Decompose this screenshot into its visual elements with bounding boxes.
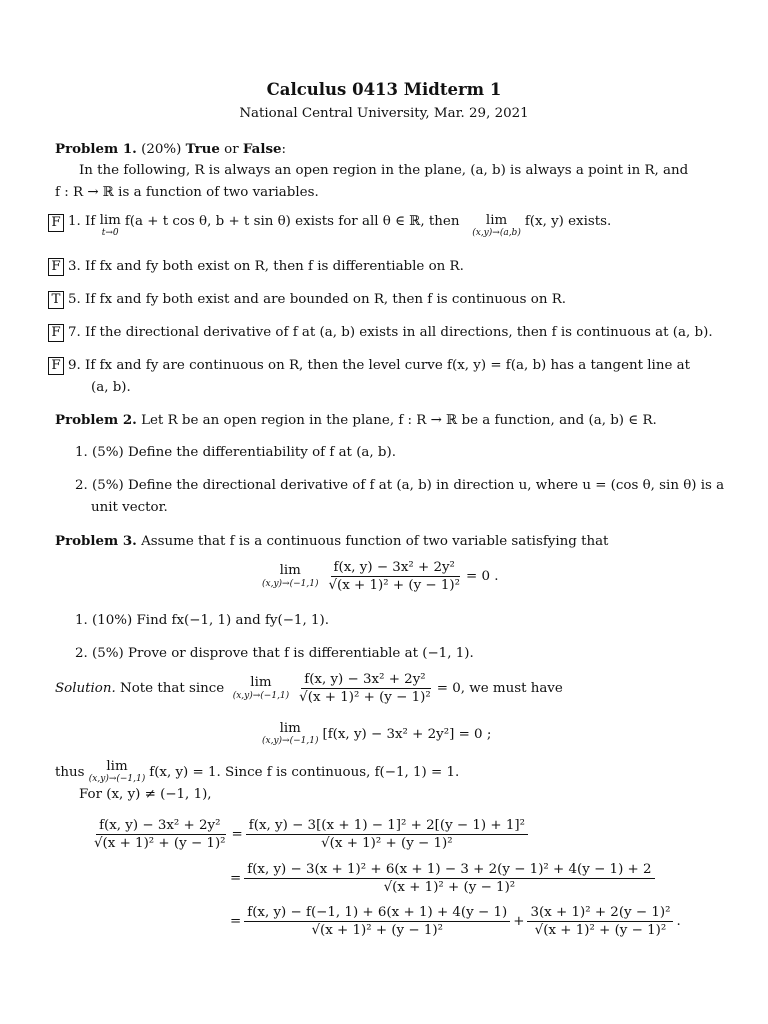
problem2-item-2-cont: unit vector. bbox=[91, 500, 168, 515]
limit-subscript: (x,y)→(−1,1) bbox=[232, 690, 290, 701]
radicand: (x + 1)² + (y − 1)² bbox=[102, 836, 226, 851]
answer-box: F bbox=[48, 324, 64, 342]
problem1-intro-line1: In the following, R is always an open region in the plane, (a, b) is always a point in R, and bbox=[79, 163, 689, 178]
solution-text-a: Note that since bbox=[120, 681, 225, 696]
problem1-weight: (20%) bbox=[141, 142, 182, 157]
item-text: If fx and fy are continuous on R, then the level curve f(x, y) = f(a, b) has a tangent line at bbox=[85, 358, 690, 373]
limit-subscript: t→0 bbox=[101, 228, 119, 239]
numerator: f(x, y) − 3[(x + 1) − 1]² + 2[(y − 1) + 1]² bbox=[246, 818, 528, 835]
period: . bbox=[676, 914, 681, 929]
limit-xy bbox=[262, 722, 318, 746]
item-text: (5%) Define the directional derivative of f at (a, b) in direction u, where u = (cos θ, sin θ) is a bbox=[92, 478, 725, 493]
problem1-header bbox=[55, 141, 286, 157]
limit-label: lim bbox=[485, 213, 508, 228]
item-text-b: f(a + t cos θ, b + t sin θ) exists for all θ ∈ ℝ, then bbox=[124, 214, 460, 229]
chain-line-3 bbox=[230, 905, 681, 938]
limit-label: lim bbox=[99, 213, 121, 228]
numerator: f(x, y) − 3(x + 1)² + 6(x + 1) − 3 + 2(y − 1)² + 4(y − 1) + 2 bbox=[244, 862, 654, 879]
problem3-item-2 bbox=[75, 646, 474, 661]
item-number: 1. bbox=[75, 613, 88, 628]
answer-box: F bbox=[48, 258, 64, 276]
page-subtitle: National Central University, Mar. 29, 2021 bbox=[239, 106, 529, 121]
item-number: 2. bbox=[75, 478, 88, 493]
thus-rest: f(x, y) = 1. Since f is continuous, f(−1, 1) = 1. bbox=[149, 764, 460, 780]
problem3-item-1 bbox=[75, 613, 329, 628]
denominator: √(x + 1)² + (y − 1)² bbox=[328, 578, 461, 593]
problem1-false-word: False bbox=[242, 141, 282, 157]
numerator: f(x, y) − 3x² + 2y² bbox=[331, 560, 458, 577]
page-title: Calculus 0413 Midterm 1 bbox=[266, 80, 502, 99]
solution-line1 bbox=[55, 672, 563, 705]
solution-for-line: For (x, y) ≠ (−1, 1), bbox=[79, 787, 212, 802]
problem1-colon: : bbox=[281, 142, 287, 157]
fraction bbox=[246, 818, 528, 851]
item-number: 3. bbox=[68, 259, 81, 274]
problem3-heading: Problem 3. bbox=[55, 533, 137, 549]
radicand: (x + 1)² + (y − 1)² bbox=[337, 578, 461, 593]
problem2-item-1 bbox=[75, 445, 396, 460]
item-text-c: f(x, y) exists. bbox=[524, 214, 612, 229]
solution-text-b: = 0, we must have bbox=[436, 681, 563, 696]
problem1-item-7 bbox=[48, 324, 713, 342]
numerator: f(x, y) − 3x² + 2y² bbox=[301, 672, 428, 689]
numerator: f(x, y) − 3x² + 2y² bbox=[96, 818, 223, 835]
answer-box: F bbox=[48, 357, 64, 375]
plus-sign: + bbox=[513, 914, 525, 929]
equation-body: [f(x, y) − 3x² + 2y²] = 0 ; bbox=[322, 726, 492, 742]
radicand: (x + 1)² + (y − 1)² bbox=[392, 880, 516, 895]
denominator: √(x + 1)² + (y − 1)² bbox=[94, 836, 226, 851]
limit-label: lim bbox=[279, 563, 301, 579]
item-text: (10%) Find fx(−1, 1) and fy(−1, 1). bbox=[92, 613, 329, 628]
problem3-header bbox=[55, 533, 608, 549]
fraction bbox=[527, 905, 673, 938]
limit-xy bbox=[89, 760, 145, 784]
radicand: (x + 1)² + (y − 1)² bbox=[307, 690, 431, 705]
solution-eq2 bbox=[262, 722, 491, 746]
problem1-true-word: True bbox=[185, 141, 220, 157]
problem1-item-9-cont: (a, b). bbox=[91, 380, 131, 395]
radicand: (x + 1)² + (y − 1)² bbox=[319, 923, 443, 938]
radicand: (x + 1)² + (y − 1)² bbox=[329, 836, 453, 851]
limit-xy bbox=[262, 564, 318, 588]
solution-thus-line bbox=[55, 760, 459, 784]
item-number: 9. bbox=[68, 358, 81, 373]
problem1-intro-line2: f : R → ℝ is a function of two variables. bbox=[55, 185, 319, 200]
denominator: √(x + 1)² + (y − 1)² bbox=[534, 923, 667, 938]
equation-rhs: = 0 . bbox=[466, 569, 499, 584]
problem3-equation bbox=[262, 560, 499, 593]
item-text: (5%) Prove or disprove that f is differentiable at (−1, 1). bbox=[92, 646, 474, 661]
item-number: 7. bbox=[68, 325, 81, 340]
limit-subscript: (x,y)→(−1,1) bbox=[262, 736, 319, 747]
fraction bbox=[325, 560, 463, 593]
denominator: √(x + 1)² + (y − 1)² bbox=[383, 880, 516, 895]
limit-subscript: (x,y)→(a,b) bbox=[472, 228, 521, 239]
thus-text: thus bbox=[55, 764, 85, 780]
chain-line-1 bbox=[88, 818, 531, 851]
item-text: (5%) Define the differentiability of f at (a, b). bbox=[92, 445, 396, 460]
fraction bbox=[296, 672, 434, 705]
answer-box: T bbox=[48, 291, 64, 309]
limit-label: lim bbox=[279, 721, 301, 736]
item-number: 2. bbox=[75, 646, 88, 661]
equals-sign: = bbox=[230, 871, 242, 886]
problem2-header bbox=[55, 412, 657, 428]
denominator: √(x + 1)² + (y − 1)² bbox=[311, 923, 443, 938]
limit-label: lim bbox=[106, 759, 128, 774]
problem2-item-2 bbox=[75, 478, 724, 493]
problem1-item-1 bbox=[48, 214, 611, 238]
limit-subscript: (x,y)→(−1,1) bbox=[262, 578, 319, 589]
problem1-item-9 bbox=[48, 357, 690, 375]
problem3-text: Assume that f is a continuous function of two variable satisfying that bbox=[141, 534, 609, 549]
item-text: If the directional derivative of f at (a, b) exists in all directions, then f is continuous at (a, b). bbox=[85, 325, 713, 340]
problem1-item-5 bbox=[48, 291, 566, 309]
numerator: f(x, y) − f(−1, 1) + 6(x + 1) + 4(y − 1) bbox=[244, 905, 510, 922]
limit-t bbox=[100, 214, 121, 238]
problem1-or-word: or bbox=[224, 142, 239, 157]
solution-label: Solution. bbox=[55, 681, 116, 696]
item-text: If fx and fy both exist and are bounded on R, then f is continuous on R. bbox=[85, 292, 567, 307]
problem1-heading: Problem 1. bbox=[55, 141, 137, 157]
problem2-heading: Problem 2. bbox=[55, 412, 137, 428]
numerator: 3(x + 1)² + 2(y − 1)² bbox=[527, 905, 673, 922]
item-number: 5. bbox=[68, 292, 81, 307]
limit-xy bbox=[472, 214, 521, 238]
denominator: √(x + 1)² + (y − 1)² bbox=[299, 690, 431, 705]
problem1-item-3 bbox=[48, 258, 464, 276]
equals-sign: = bbox=[230, 914, 242, 929]
item-text-a: If bbox=[85, 214, 96, 229]
limit-xy bbox=[233, 676, 289, 700]
fraction bbox=[244, 905, 510, 938]
limit-subscript: (x,y)→(−1,1) bbox=[88, 774, 146, 785]
limit-label: lim bbox=[250, 675, 272, 691]
fraction-lhs bbox=[91, 818, 229, 851]
equals-sign: = bbox=[231, 827, 243, 842]
problem2-text: Let R be an open region in the plane, f : R → ℝ be a function, and (a, b) ∈ R. bbox=[141, 413, 657, 428]
item-number: 1. bbox=[68, 214, 81, 229]
fraction bbox=[244, 862, 654, 895]
radicand: (x + 1)² + (y − 1)² bbox=[543, 923, 667, 938]
denominator: √(x + 1)² + (y − 1)² bbox=[321, 836, 453, 851]
chain-line-2 bbox=[230, 862, 658, 895]
item-text: If fx and fy both exist on R, then f is differentiable on R. bbox=[85, 259, 464, 274]
item-number: 1. bbox=[75, 445, 88, 460]
answer-box: F bbox=[48, 214, 64, 232]
